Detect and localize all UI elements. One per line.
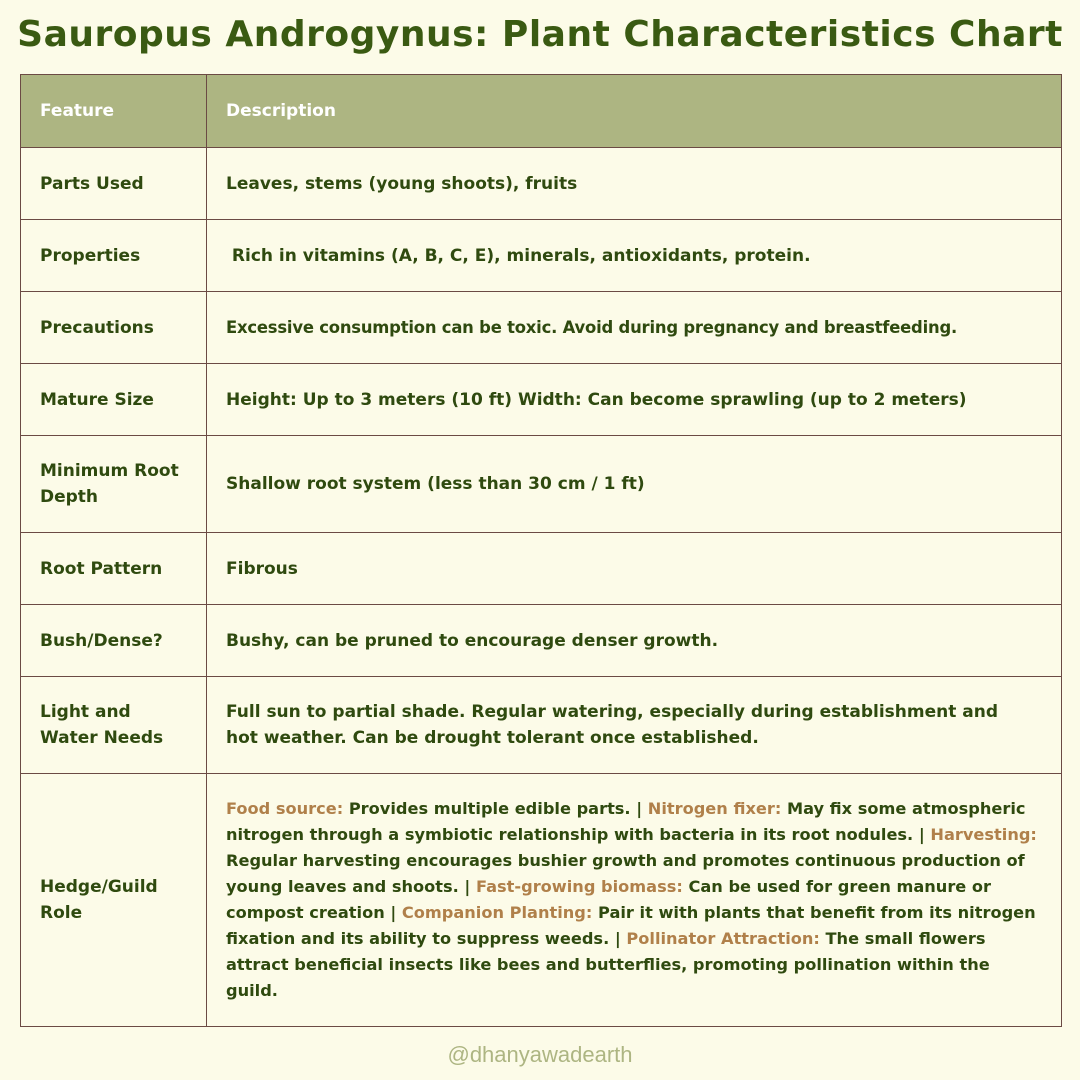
- feature-cell: Parts Used: [21, 148, 207, 220]
- table-row: [21, 774, 1062, 1027]
- feature-cell: Hedge/Guild Role: [21, 774, 207, 1027]
- guild-text: Provides multiple edible parts. |: [343, 799, 648, 818]
- guild-text: Pair it with plants that benefit from its nitrogen fixation and its ability to suppress weeds. |: [226, 903, 1036, 948]
- description-cell: Excessive consumption can be toxic. Avoid during pregnancy and breastfeeding.: [207, 292, 1062, 364]
- table-row: [21, 605, 1062, 677]
- description-cell-guild-role: [207, 774, 1062, 1027]
- table-row: [21, 148, 1062, 220]
- page-title: Sauropus Androgynus: Plant Characteristics Chart: [17, 14, 1063, 55]
- feature-cell: Minimum Root Depth: [21, 436, 207, 533]
- description-cell: Rich in vitamins (A, B, C, E), minerals, antioxidants, protein.: [207, 220, 1062, 292]
- description-cell: Fibrous: [207, 533, 1062, 605]
- description-cell: Full sun to partial shade. Regular watering, especially during establishment and hot weather. Can be drought tolerant once established.: [207, 677, 1062, 774]
- feature-cell: Bush/Dense?: [21, 605, 207, 677]
- table-row: [21, 436, 1062, 533]
- guild-label: Nitrogen fixer:: [647, 799, 782, 818]
- feature-cell: Light and Water Needs: [21, 677, 207, 774]
- social-handle: @dhanyawadearth: [447, 1042, 633, 1067]
- feature-cell: Precautions: [21, 292, 207, 364]
- table-row: [21, 220, 1062, 292]
- description-cell: Bushy, can be pruned to encourage denser growth.: [207, 605, 1062, 677]
- guild-label: Food source:: [226, 799, 344, 818]
- feature-cell: Root Pattern: [21, 533, 207, 605]
- description-cell: Leaves, stems (young shoots), fruits: [207, 148, 1062, 220]
- guild-text: The small flowers attract beneficial insects like bees and butterflies, promoting pollination within the guild.: [226, 929, 990, 1000]
- guild-label: Fast-growing biomass:: [475, 877, 683, 896]
- guild-text: Can be used for green manure or compost creation |: [226, 877, 992, 922]
- feature-cell: Mature Size: [21, 364, 207, 436]
- table-row: [21, 292, 1062, 364]
- guild-label: Companion Planting:: [401, 903, 593, 922]
- characteristics-table: [20, 74, 1062, 1027]
- guild-text: Regular harvesting encourages bushier growth and promotes continuous production of young leaves and shoots. |: [226, 851, 1025, 896]
- table-row: [21, 533, 1062, 605]
- column-header-description: Description: [207, 75, 1062, 148]
- feature-cell: Properties: [21, 220, 207, 292]
- table-row: [21, 677, 1062, 774]
- description-cell: Height: Up to 3 meters (10 ft) Width: Can become sprawling (up to 2 meters): [207, 364, 1062, 436]
- guild-label: Harvesting:: [930, 825, 1037, 844]
- column-header-feature: Feature: [21, 75, 207, 148]
- table-row: [21, 364, 1062, 436]
- table-header-row: [21, 75, 1062, 148]
- guild-text: May fix some atmospheric nitrogen through a symbiotic relationship with bacteria in its root nodules. |: [226, 799, 1026, 844]
- description-cell: Shallow root system (less than 30 cm / 1 ft): [207, 436, 1062, 533]
- guild-label: Pollinator Attraction:: [626, 929, 820, 948]
